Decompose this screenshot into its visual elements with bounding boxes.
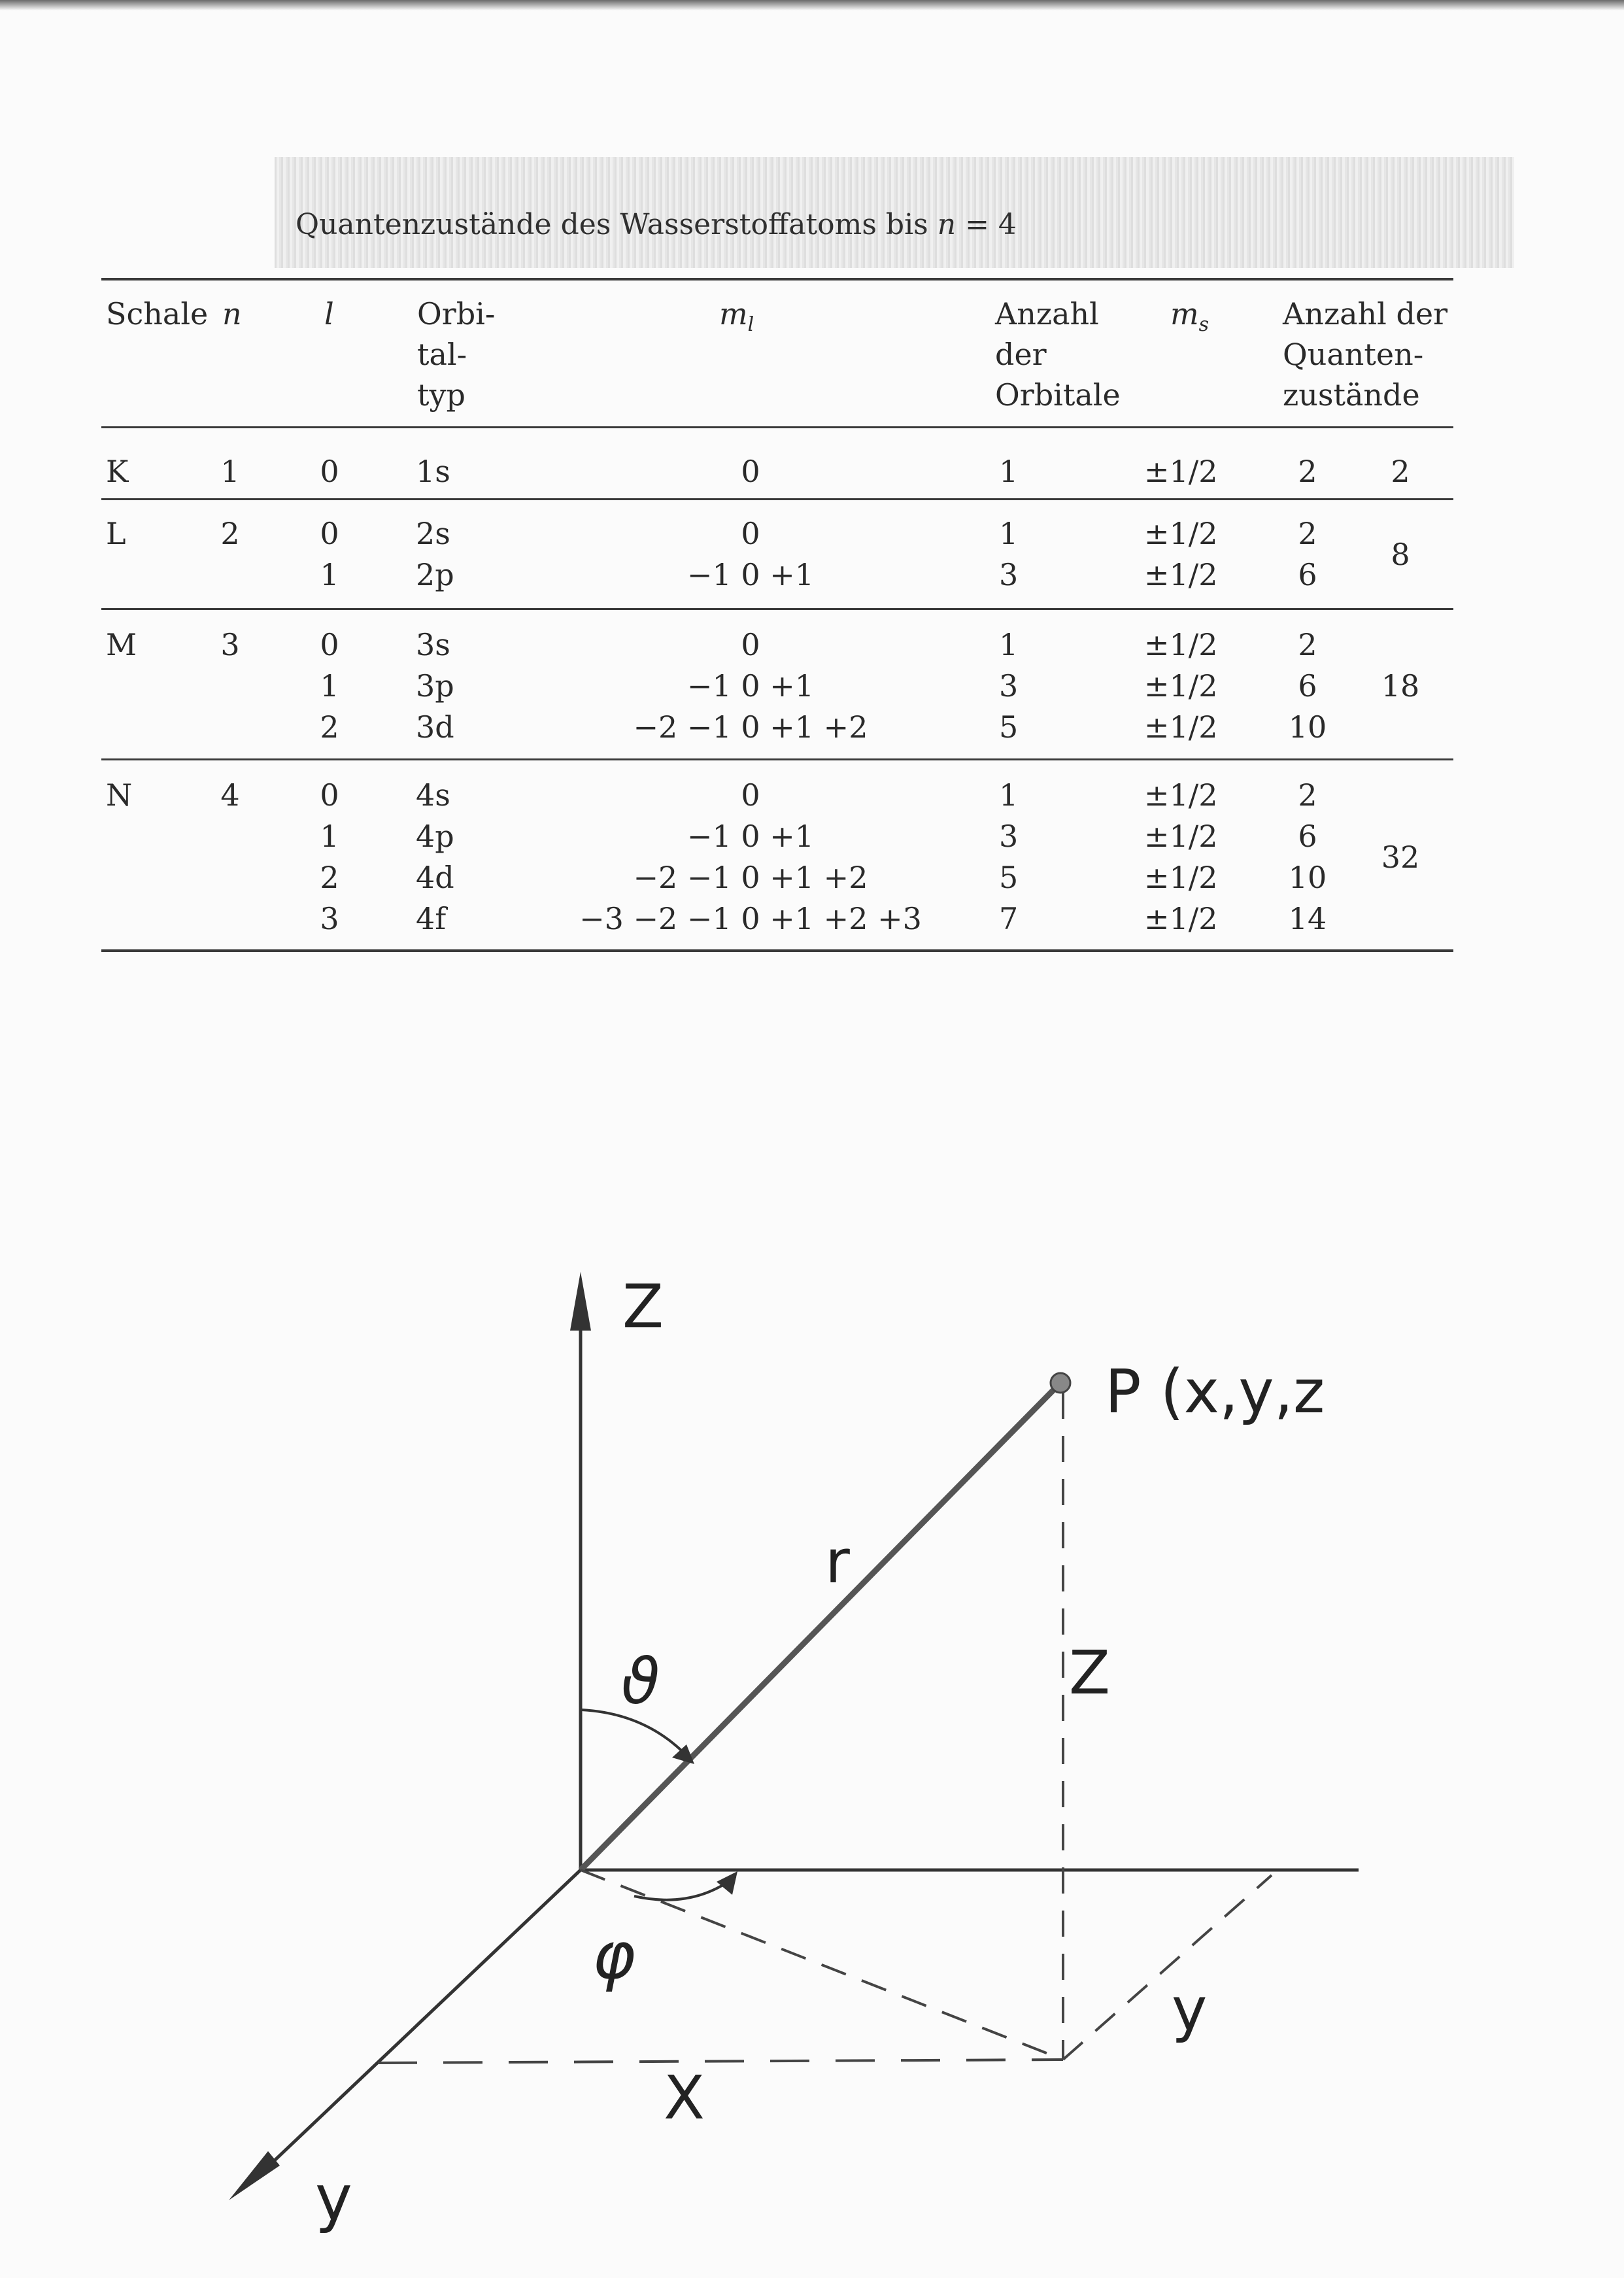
row-ml: −2 −1 0 +1 +2 xyxy=(633,709,868,745)
row-ms: ±1/2 xyxy=(1144,901,1218,936)
row-orbital-count: 5 xyxy=(999,860,1019,895)
shell-name: M xyxy=(106,627,137,662)
row-orbital-count: 5 xyxy=(999,709,1019,745)
row-orbital-type: 4d xyxy=(416,860,454,895)
row-ms: ±1/2 xyxy=(1144,709,1218,745)
row-ml: 0 xyxy=(741,777,760,813)
row-ml: −1 0 +1 xyxy=(686,668,815,704)
radius-label: r xyxy=(825,1527,850,1597)
row-ml: 0 xyxy=(741,627,760,662)
row-orbital-type: 3p xyxy=(416,668,454,704)
row-ms: ±1/2 xyxy=(1144,557,1218,592)
row-l: 1 xyxy=(320,819,339,854)
shell-total-states: 2 xyxy=(1391,454,1410,489)
row-l: 1 xyxy=(320,668,339,704)
row-orbital-count: 3 xyxy=(999,668,1019,704)
row-orbital-type: 4s xyxy=(416,777,450,813)
row-ml: 0 xyxy=(741,454,760,489)
shell-total-states: 18 xyxy=(1381,668,1420,704)
row-orbital-type: 4f xyxy=(416,901,447,936)
theta-label: ϑ xyxy=(621,1645,660,1718)
header-schale: Schale xyxy=(106,296,209,332)
row-ml: −2 −1 0 +1 +2 xyxy=(633,860,868,895)
row-l: 2 xyxy=(320,709,339,745)
row-orbital-type: 1s xyxy=(416,454,450,489)
header-n: n xyxy=(222,296,242,332)
projection-x-label: X xyxy=(664,2063,705,2133)
header-anzahl-orbitale-2: der xyxy=(995,337,1047,372)
row-orbital-type: 3d xyxy=(416,709,454,745)
header-l: l xyxy=(324,296,334,332)
row-ml: 0 xyxy=(741,516,760,551)
row-orbital-type: 3s xyxy=(416,627,450,662)
shell-total-states: 32 xyxy=(1381,839,1420,875)
row-states: 10 xyxy=(1288,709,1327,745)
z-axis-arrowhead xyxy=(570,1272,591,1331)
header-orbitaltyp-3: typ xyxy=(417,377,465,413)
phi-label: φ xyxy=(592,1917,635,1994)
shell-total-states: 8 xyxy=(1391,536,1410,572)
header-orbitaltyp-1: Orbi- xyxy=(417,296,496,332)
header-ml: $m_l$ xyxy=(719,296,754,337)
row-states: 6 xyxy=(1298,819,1317,854)
projection-to-axis-y xyxy=(1063,1875,1272,2060)
row-states: 14 xyxy=(1288,901,1327,936)
row-orbital-type: 2p xyxy=(416,557,454,592)
projection-y-label: y xyxy=(1172,1975,1208,2045)
radius-vector xyxy=(581,1383,1060,1870)
row-l: 3 xyxy=(320,901,339,936)
row-orbital-count: 1 xyxy=(999,777,1019,813)
projection-to-axis-x xyxy=(378,2060,1063,2063)
row-states: 2 xyxy=(1298,777,1317,813)
row-orbital-count: 1 xyxy=(999,454,1019,489)
row-l: 1 xyxy=(320,557,339,592)
row-orbital-count: 7 xyxy=(999,901,1019,936)
header-anzahl-zustaende-1: Anzahl der xyxy=(1283,296,1448,332)
row-ms: ±1/2 xyxy=(1144,454,1218,489)
row-ml: −1 0 +1 xyxy=(686,819,815,854)
height-label: Z xyxy=(1069,1638,1111,1708)
header-anzahl-orbitale-1: Anzahl xyxy=(995,296,1099,332)
point-p-marker xyxy=(1051,1373,1070,1393)
row-orbital-count: 3 xyxy=(999,557,1019,592)
shell-n: 1 xyxy=(220,454,240,489)
header-ms: $m_s$ xyxy=(1170,296,1210,337)
row-l: 0 xyxy=(320,627,339,662)
row-ml: −3 −2 −1 0 +1 +2 +3 xyxy=(579,901,922,936)
shell-name: K xyxy=(106,454,129,489)
row-states: 10 xyxy=(1288,860,1327,895)
row-ms: ±1/2 xyxy=(1144,627,1218,662)
row-states: 2 xyxy=(1298,516,1317,551)
z-axis-label: Z xyxy=(622,1272,664,1342)
row-states: 6 xyxy=(1298,557,1317,592)
row-states: 2 xyxy=(1298,627,1317,662)
header-orbitaltyp-2: tal- xyxy=(417,337,467,372)
row-ms: ±1/2 xyxy=(1144,516,1218,551)
row-ms: ±1/2 xyxy=(1144,777,1218,813)
y-axis-label: y xyxy=(315,2162,352,2235)
row-ms: ±1/2 xyxy=(1144,860,1218,895)
row-l: 0 xyxy=(320,777,339,813)
row-ml: −1 0 +1 xyxy=(686,557,815,592)
row-ms: ±1/2 xyxy=(1144,668,1218,704)
row-l: 0 xyxy=(320,454,339,489)
row-ms: ±1/2 xyxy=(1144,819,1218,854)
row-orbital-count: 1 xyxy=(999,516,1019,551)
shell-n: 2 xyxy=(220,516,240,551)
row-orbital-count: 1 xyxy=(999,627,1019,662)
shell-n: 3 xyxy=(220,627,240,662)
y-axis xyxy=(260,1870,581,2174)
point-p-label: P (x,y,z xyxy=(1105,1357,1325,1427)
row-l: 2 xyxy=(320,860,339,895)
phi-arrowhead xyxy=(717,1871,737,1895)
y-axis-arrowhead xyxy=(229,2151,280,2200)
shell-name: N xyxy=(106,777,133,813)
row-states: 2 xyxy=(1298,454,1317,489)
row-states: 6 xyxy=(1298,668,1317,704)
row-orbital-type: 2s xyxy=(416,516,450,551)
row-l: 0 xyxy=(320,516,339,551)
row-orbital-count: 3 xyxy=(999,819,1019,854)
header-anzahl-zustaende-2: Quanten- xyxy=(1283,337,1424,372)
header-anzahl-orbitale-3: Orbitale xyxy=(995,377,1121,413)
shell-name: L xyxy=(106,516,126,551)
header-anzahl-zustaende-3: zustände xyxy=(1283,377,1420,413)
shell-n: 4 xyxy=(220,777,240,813)
table-caption: Quantenzustände des Wasserstoffatoms bis n = 4 xyxy=(296,208,1017,241)
row-orbital-type: 4p xyxy=(416,819,454,854)
